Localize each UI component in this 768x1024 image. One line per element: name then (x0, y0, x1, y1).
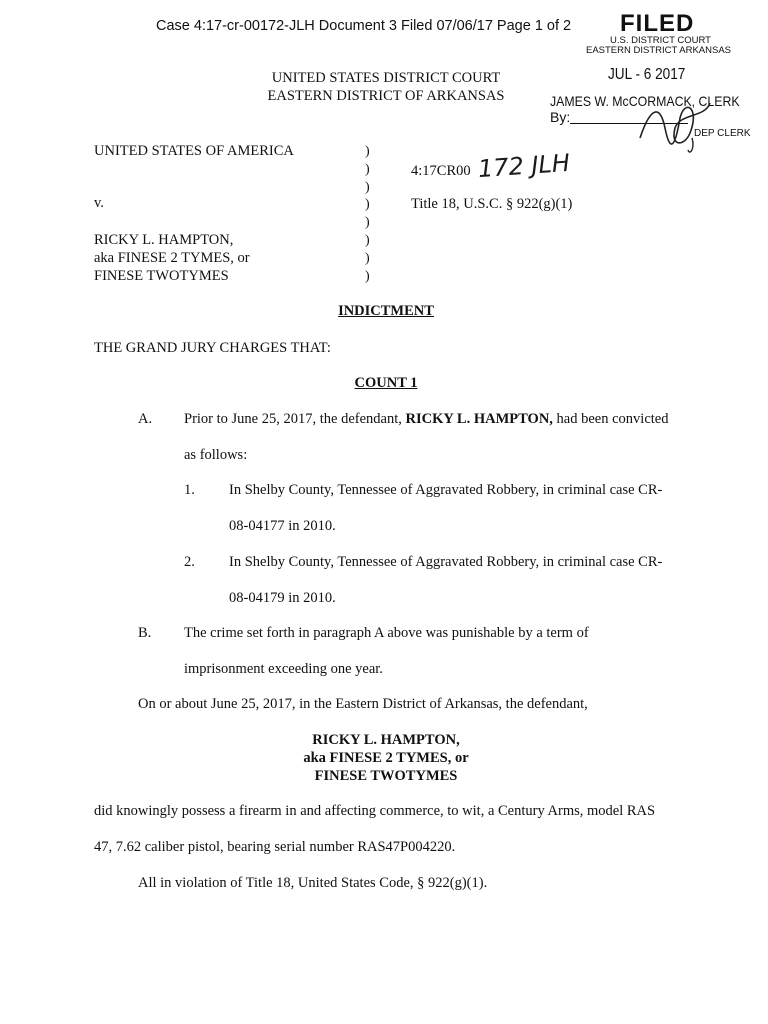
filed-stamp: FILED (620, 10, 695, 37)
grand-jury-intro: THE GRAND JURY CHARGES THAT: (94, 340, 331, 356)
caption-paren: ) (365, 269, 370, 284)
item-2-line1: In Shelby County, Tennessee of Aggravated Robbery, in criminal case CR- (229, 554, 663, 570)
caption-paren: ) (365, 144, 370, 159)
item-1-number: 1. (184, 482, 195, 498)
para-b-line1: The crime set forth in paragraph A above was punishable by a term of (184, 625, 589, 641)
caption-defendant-line2: aka FINESE 2 TYMES, or (94, 250, 250, 266)
stamp-clerk-name: JAMES W. McCORMACK, CLERK (550, 93, 740, 109)
case-number-handwritten: 172 JLH (477, 148, 571, 184)
caption-paren: ) (365, 251, 370, 266)
para-a-text: had been convicted (552, 411, 669, 427)
para-a-text: Prior to June 25, 2017, the defendant, (184, 411, 406, 427)
case-number-prefix: 4:17CR00 (411, 163, 471, 179)
para-b-line2: imprisonment exceeding one year. (184, 661, 383, 677)
stamp-date: JUL - 6 2017 (608, 66, 686, 83)
count-heading: COUNT 1 (354, 375, 418, 391)
caption-paren: ) (365, 215, 370, 230)
caption-versus: v. (94, 195, 104, 211)
item-1-line2: 08-04177 in 2010. (229, 518, 336, 534)
caption-paren: ) (365, 197, 370, 212)
item-2-number: 2. (184, 554, 195, 570)
para-a-line1 (184, 411, 668, 428)
caption-paren: ) (365, 233, 370, 248)
item-2-line2: 08-04179 in 2010. (229, 590, 336, 606)
stamp-district-line: EASTERN DISTRICT ARKANSAS (586, 45, 731, 56)
possession-line2: 47, 7.62 caliber pistol, bearing serial number RAS47P004220. (94, 839, 456, 855)
clerk-signature (630, 98, 720, 158)
defendant-name: RICKY L. HAMPTON, (405, 411, 553, 427)
caption-paren: ) (365, 180, 370, 195)
stamp-dep-clerk: DEP CLERK (694, 128, 751, 139)
case-header: Case 4:17-cr-00172-JLH Document 3 Filed 07/06/17 Page 1 of 2 (156, 18, 572, 34)
caption-defendant-line1: RICKY L. HAMPTON, (94, 232, 234, 248)
caption-statute: Title 18, U.S.C. § 922(g)(1) (411, 196, 573, 212)
para-a-label: A. (138, 411, 153, 427)
para-a-line2: as follows: (184, 447, 248, 463)
caption-paren: ) (365, 162, 370, 177)
caption-plaintiff: UNITED STATES OF AMERICA (94, 143, 294, 159)
stamp-court-line: U.S. DISTRICT COURT (610, 35, 711, 46)
court-name-line2: EASTERN DISTRICT OF ARKANSAS (267, 88, 505, 104)
stamp-by: By: (550, 109, 571, 125)
defendant-block-line1: RICKY L. HAMPTON, (312, 732, 460, 748)
court-name-line1: UNITED STATES DISTRICT COURT (271, 70, 501, 86)
on-or-about-line: On or about June 25, 2017, in the Eastern District of Arkansas, the defendant, (138, 696, 588, 712)
caption-defendant-line3: FINESE TWOTYMES (94, 268, 229, 284)
para-b-label: B. (138, 625, 152, 641)
indictment-title: INDICTMENT (338, 303, 434, 319)
item-1-line1: In Shelby County, Tennessee of Aggravated Robbery, in criminal case CR- (229, 482, 663, 498)
defendant-block-line3: FINESE TWOTYMES (314, 768, 458, 784)
possession-line1: did knowingly possess a firearm in and affecting commerce, to wit, a Century Arms, model RAS (94, 803, 656, 819)
violation-line: All in violation of Title 18, United States Code, § 922(g)(1). (138, 875, 488, 891)
defendant-block-line2: aka FINESE 2 TYMES, or (303, 750, 469, 766)
